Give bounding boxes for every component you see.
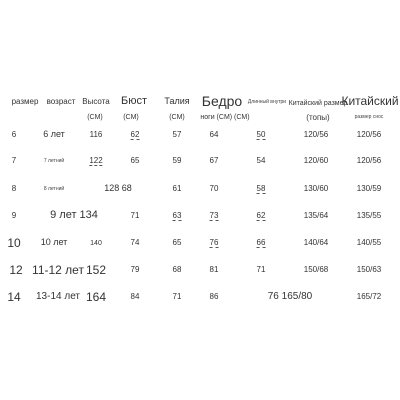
cell-hip: 67 — [209, 156, 219, 165]
cell-age: 8 летний — [43, 186, 65, 192]
cell-size: 14 — [7, 290, 21, 304]
cell-bust: 79 — [130, 265, 140, 274]
cell-size: 8 — [11, 184, 17, 193]
cell-cn-bottom: 140/55 — [356, 238, 382, 247]
cell-length: 50 — [256, 130, 266, 139]
header-height-unit: (CM) — [87, 114, 103, 121]
cell-waist: 63 — [172, 211, 182, 220]
cell-bust: 65 — [130, 156, 140, 165]
header-height: Высота — [82, 97, 110, 106]
header-hip: Бедро — [201, 93, 243, 109]
cell-waist: 57 — [172, 130, 182, 139]
header-age: возраст — [46, 97, 76, 106]
cell-size: 10 — [7, 236, 21, 250]
cell-cn-top: 140/64 — [303, 238, 329, 247]
cell-bust: 62 — [130, 130, 140, 139]
cell-length: 62 — [256, 211, 266, 220]
cell-length: 58 — [256, 184, 266, 193]
cell-age: 9 лет 134 — [50, 209, 98, 221]
cell-cn-bottom: 120/56 — [356, 130, 382, 139]
cell-age: 11-12 лет — [32, 263, 84, 277]
cell-age: 6 лет — [43, 129, 65, 139]
cell-height: 164 — [85, 290, 107, 304]
header-bust-unit: (CM) — [123, 114, 139, 121]
cell-waist: 65 — [172, 238, 182, 247]
cell-height: 122 — [89, 156, 103, 165]
cell-height: 152 — [85, 263, 107, 277]
cell-age: 13-14 лет — [36, 291, 80, 302]
cell-hip: 73 — [209, 211, 219, 220]
cell-bust: 84 — [130, 292, 140, 301]
header-length: Длинный внутри — [247, 99, 287, 105]
header-size: размер — [11, 97, 39, 106]
cell-cn-bottom: 150/63 — [356, 265, 382, 274]
cell-cn-top: 130/60 — [303, 184, 329, 193]
cell-size: 7 — [11, 156, 17, 165]
cell-size: 12 — [9, 263, 23, 277]
cell-height: 140 — [90, 240, 102, 247]
cell-age: 10 лет — [40, 237, 68, 247]
cell-hip: 64 — [209, 130, 219, 139]
cell-cn-top: 120/60 — [303, 156, 329, 165]
header-cn-top-unit: (топы) — [306, 113, 330, 122]
cell-height: 116 — [89, 130, 103, 139]
cell-height: 128 68 — [104, 183, 132, 193]
cell-length: 71 — [256, 265, 266, 274]
cell-hip: 76 — [209, 238, 219, 247]
cell-hip: 81 — [209, 265, 219, 274]
cell-size: 6 — [11, 130, 17, 139]
header-waist-unit: (CM) — [169, 114, 185, 121]
cell-waist: 61 — [172, 184, 182, 193]
cell-cn-top: 135/64 — [303, 211, 329, 220]
header-cn-bottom-unit: размер снос — [354, 114, 384, 120]
header-waist: Талия — [164, 96, 190, 106]
cell-length: 76 165/80 — [267, 291, 313, 302]
header-cn-bottom: Китайский — [341, 94, 399, 108]
cell-waist: 59 — [172, 156, 182, 165]
header-hip-unit: ноги (CM) (CM) — [200, 114, 250, 121]
cell-waist: 71 — [172, 292, 182, 301]
cell-hip: 70 — [209, 184, 219, 193]
cell-hip: 86 — [209, 292, 219, 301]
cell-waist: 68 — [172, 265, 182, 274]
cell-length: 54 — [256, 156, 266, 165]
cell-cn-bottom: 135/55 — [356, 211, 382, 220]
cell-cn-bottom: 130/59 — [356, 184, 382, 193]
cell-cn-bottom: 120/56 — [356, 156, 382, 165]
header-cn-top: Китайский размер — [288, 100, 348, 107]
cell-bust: 74 — [130, 238, 140, 247]
cell-length: 66 — [256, 238, 266, 247]
cell-size: 9 — [11, 211, 17, 220]
cell-bust: 71 — [130, 211, 140, 220]
cell-cn-top: 120/56 — [303, 130, 329, 139]
cell-cn-bottom: 165/72 — [356, 292, 382, 301]
header-bust: Бюст — [120, 95, 148, 107]
cell-cn-top: 150/68 — [303, 265, 329, 274]
cell-age: 7 летний — [43, 158, 65, 164]
